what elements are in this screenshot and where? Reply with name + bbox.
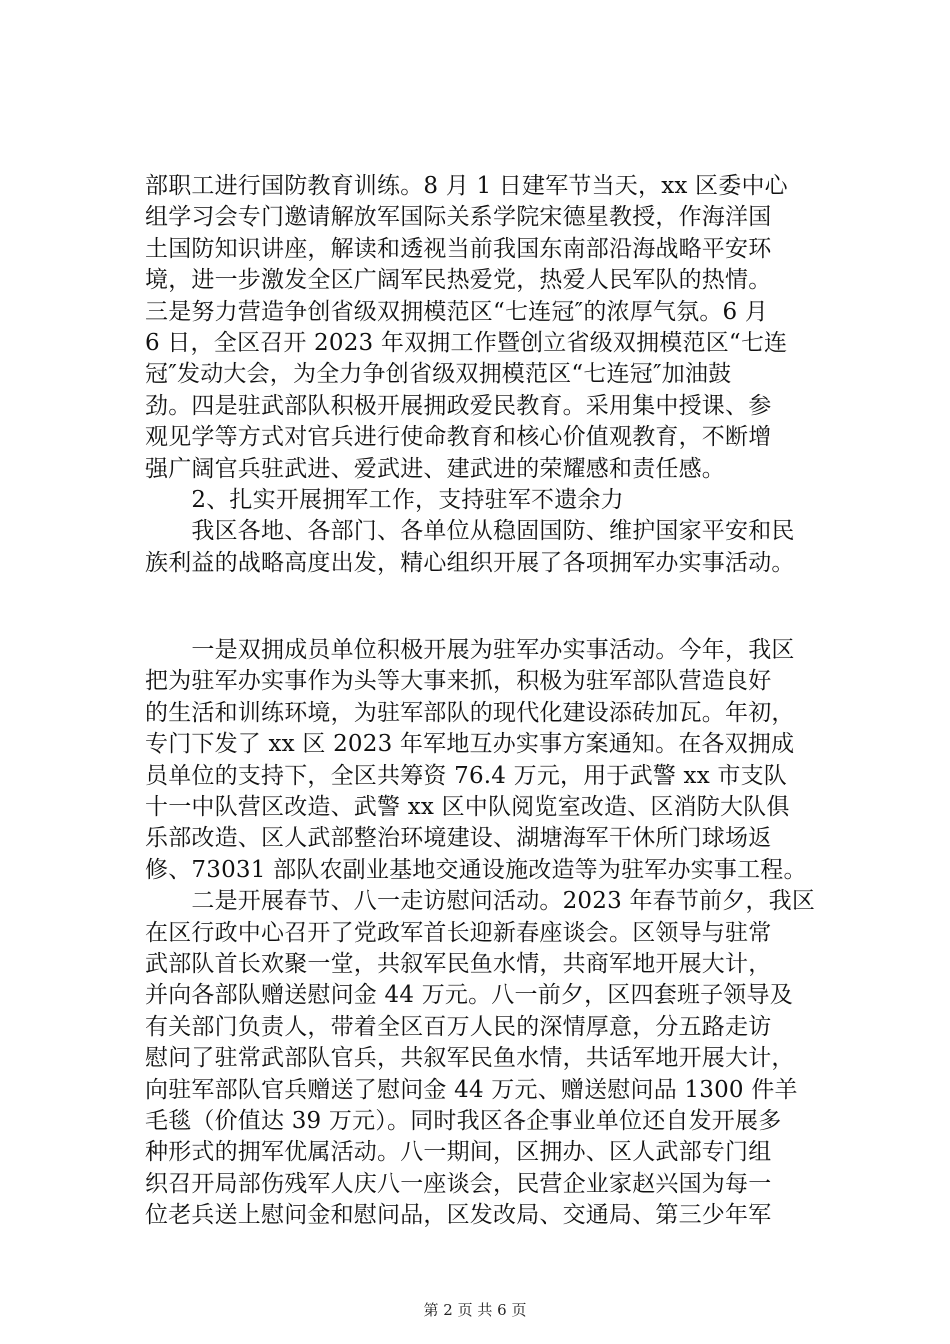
section-heading: 2、扎实开展拥军工作，支持驻军不遗余力 — [145, 486, 624, 513]
text-line: 并向各部队赠送慰问金 44 万元。八一前夕，区四套班子领导及 — [145, 982, 793, 1009]
text-line: 在区行政中心召开了党政军首长迎新春座谈会。区领导与驻常 — [145, 919, 772, 946]
text-line: 修、73031 部队农副业基地交通设施改造等为驻军办实事工程。 — [145, 856, 807, 883]
text-line: 境，进一步激发全区广阔军民热爱党，热爱人民军队的热情。 — [145, 267, 772, 294]
text-line: 冠″发动大会，为全力争创省级双拥模范区“七连冠″加油鼓 — [145, 361, 732, 388]
text-line: 慰问了驻常武部队官兵，共叙军民鱼水情，共话军地开展大计， — [145, 1045, 795, 1072]
text-line: 十一中队营区改造、武警 xx 区中队阅览室改造、区消防大队俱 — [145, 794, 790, 821]
text-line: 土国防知识讲座，解读和透视当前我国东南部沿海战略平安环 — [145, 235, 772, 262]
text-line: 把为驻军办实事作为头等大事来抓，积极为驻军部队营造良好 — [145, 668, 772, 695]
text-line: 位老兵送上慰问金和慰问品，区发改局、交通局、第三少年军 — [145, 1202, 772, 1229]
text-line: 乐部改造、区人武部整治环境建设、湖塘海军干休所门球场返 — [145, 825, 772, 852]
text-line: 族利益的战略高度出发，精心组织开展了各项拥军办实事活动。 — [145, 549, 795, 576]
text-line: 部职工进行国防教育训练。8 月 1 日建军节当天，xx 区委中心 — [145, 173, 788, 199]
text-line: 专门下发了 xx 区 2023 年军地互办实事方案通知。在各双拥成 — [145, 731, 795, 758]
text-line: 三是努力营造争创省级双拥模范区“七连冠″的浓厚气氛。6 月 — [145, 298, 769, 325]
text-line: 组学习会专门邀请解放军国际关系学院宋德星教授，作海洋国 — [145, 204, 772, 231]
text-line: 有关部门负责人，带着全区百万人民的深情厚意，分五路走访 — [145, 1013, 772, 1040]
paragraph-gap — [145, 579, 845, 635]
text-line: 6 日，全区召开 2023 年双拥工作暨创立省级双拥模范区“七连 — [145, 329, 788, 356]
text-line: 二是开展春节、八一走访慰问活动。2023 年春节前夕，我区 — [145, 888, 816, 915]
text-line: 种形式的拥军优属活动。八一期间，区拥办、区人武部专门组 — [145, 1139, 772, 1166]
text-line: 向驻军部队官兵赠送了慰问金 44 万元、赠送慰问品 1300 件羊 — [145, 1076, 798, 1103]
text-line: 强广阔官兵驻武进、爱武进、建武进的荣耀感和责任感。 — [145, 455, 725, 482]
text-line: 武部队首长欢聚一堂，共叙军民鱼水情，共商军地开展大计， — [145, 950, 772, 977]
text-line: 员单位的支持下，全区共筹资 76.4 万元，用于武警 xx 市支队 — [145, 762, 787, 789]
text-line: 织召开局部伤残军人庆八一座谈会，民营企业家赵兴国为每一 — [145, 1170, 772, 1197]
text-line: 劲。四是驻武部队积极开展拥政爱民教育。采用集中授课、参 — [145, 392, 772, 419]
text-line: 毛毯（价值达 39 万元）。同时我区各企事业单位还自发开展多 — [145, 1107, 782, 1134]
body-text — [145, 171, 845, 1232]
text-line: 一是双拥成员单位积极开展为驻军办实事活动。今年，我区 — [145, 637, 795, 664]
text-line: 观见学等方式对官兵进行使命教育和核心价值观教育，不断增 — [145, 424, 772, 451]
text-line: 的生活和训练环境，为驻军部队的现代化建设添砖加瓦。年初， — [145, 699, 795, 726]
text-line: 我区各地、各部门、各单位从稳固国防、维护国家平安和民 — [145, 518, 795, 545]
page-number-footer: 第 2 页 共 6 页 — [423, 1301, 527, 1319]
